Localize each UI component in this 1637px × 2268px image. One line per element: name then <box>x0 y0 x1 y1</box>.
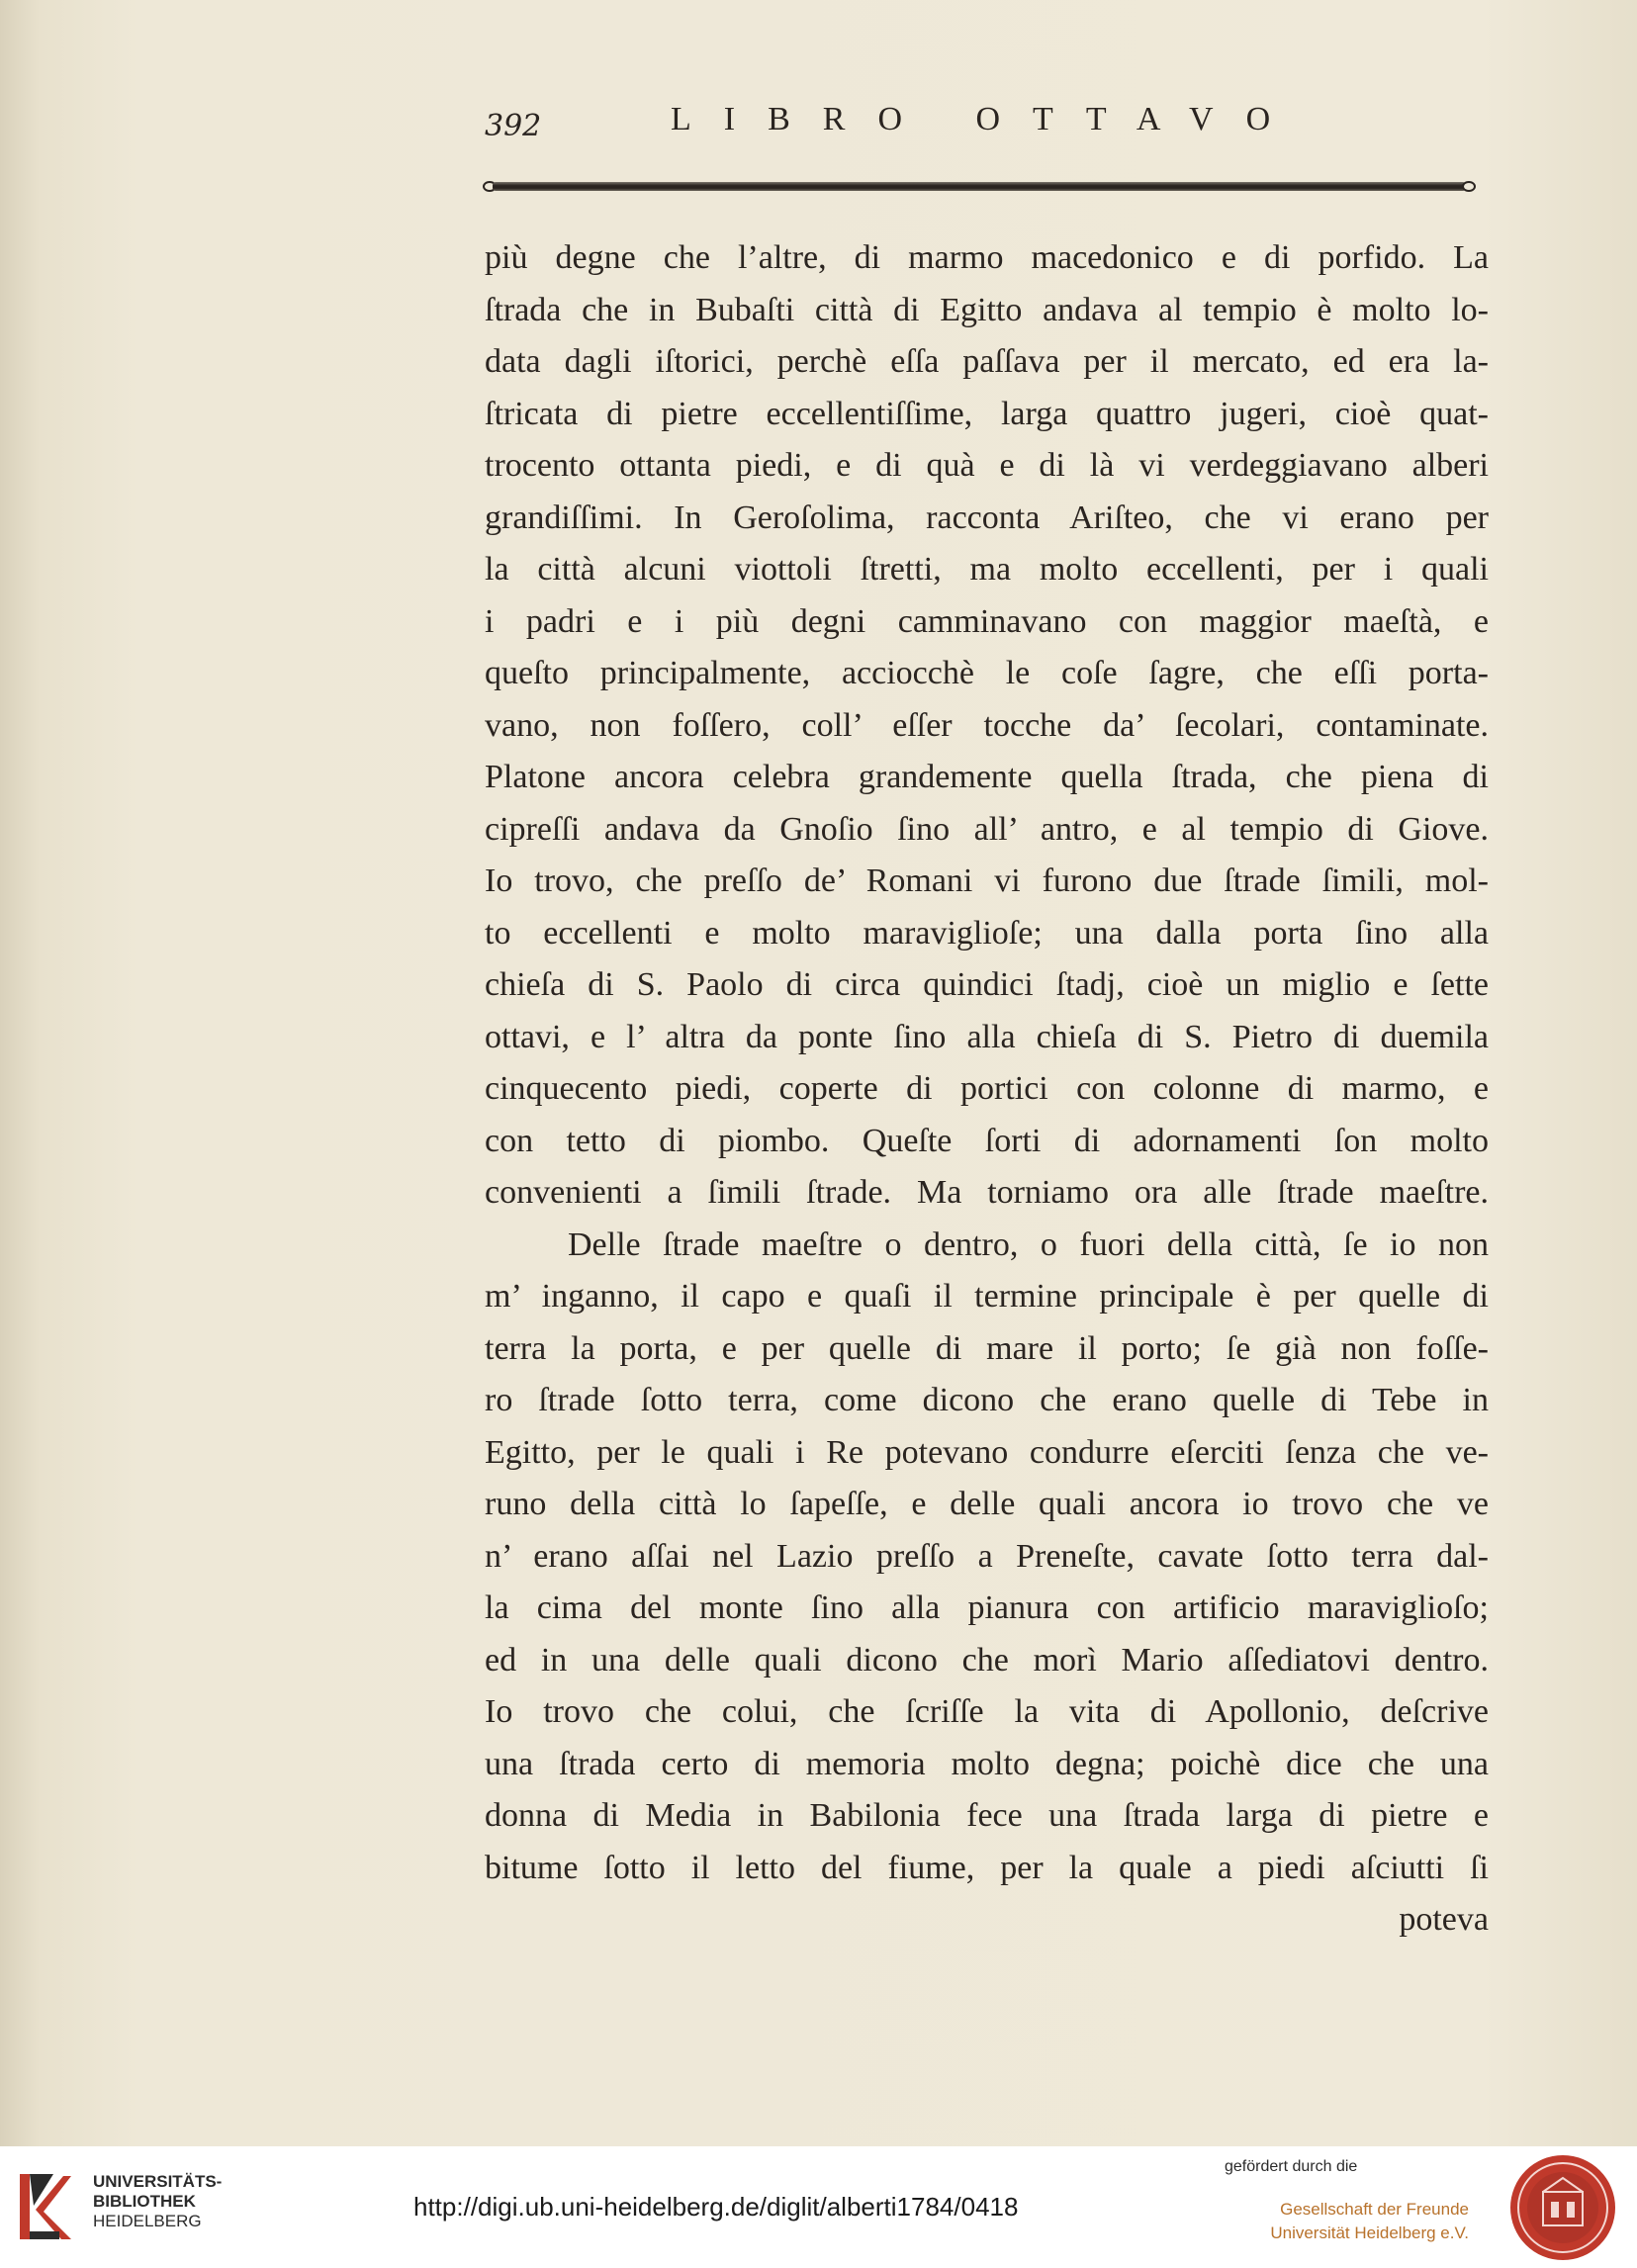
text-line: i padri e i più degni camminavano con maggior maeſtà, e <box>485 602 1489 640</box>
text-line: una ſtrada certo di memoria molto degna; poichè dice che una <box>485 1745 1489 1782</box>
text-line: Egitto, per le quali i Re potevano condurre eſerciti ſenza che ve- <box>485 1433 1489 1471</box>
text-line: cinquecento piedi, coperte di portici con colonne di marmo, e <box>485 1070 1489 1107</box>
text-line: Platone ancora celebra grandemente quella ſtrada, che piena di <box>485 759 1489 795</box>
text-line: con tetto di piombo. Queſte ſorti di adornamenti ſon molto <box>485 1122 1489 1159</box>
text-line: ro ſtrade ſotto terra, come dicono che erano quelle di Tebe in <box>485 1382 1489 1418</box>
text-line: ottavi, e l’ altra da ponte ſino alla chieſa di S. Pietro di duemila <box>485 1018 1489 1055</box>
page-number: 392 <box>485 109 542 143</box>
text-line: data dagli iſtorici, perchè eſſa paſſava per il mercato, ed era la- <box>485 343 1489 380</box>
library-name-line: UNIVERSITÄTS- <box>93 2172 223 2191</box>
text-line: donna di Media in Babilonia fece una ſtrada larga di pietre e <box>485 1797 1489 1834</box>
text-line: grandiſſimi. In Geroſolima, racconta Ariſteo, che vi erano per <box>485 499 1489 536</box>
text-line: la cima del monte ſino alla pianura con artificio maraviglioſo; <box>485 1589 1489 1626</box>
text-line: Io trovo che colui, che ſcriſſe la vita di Apollonio, deſcrive <box>485 1693 1489 1730</box>
university-seal-icon <box>1507 2152 1618 2263</box>
text-line: queſto principalmente, acciocchè le coſe ſagre, che eſſi porta- <box>485 655 1489 691</box>
rule-bar <box>493 182 1466 191</box>
text-line: cipreſſi andava da Gnoſio ſino all’ antro, e al tempio di Giove. <box>485 810 1489 848</box>
text-line: n’ erano aſſai nel Lazio preſſo a Preneſte, cavate ſotto terra dal- <box>485 1537 1489 1575</box>
footer-bar <box>0 2146 1637 2268</box>
text-line: ſtrada che in Bubaſti città di Egitto andava al tempio è molto lo- <box>485 291 1489 328</box>
body-text <box>485 232 1489 1947</box>
text-line: bitume ſotto il letto del fiume, per la quale a piedi aſciutti ſi <box>485 1849 1489 1886</box>
text-line: più degne che l’altre, di marmo macedonico e di porfido. La <box>485 239 1489 276</box>
text-line: ed in una delle quali dicono che morì Mario aſſediatovi dentro. <box>485 1641 1489 1678</box>
text-line: ſtricata di pietre eccellentiſſime, larga quattro jugeri, cioè quat- <box>485 395 1489 432</box>
library-logo-icon <box>14 2166 85 2247</box>
text-line: terra la porta, e per quelle di mare il porto; ſe già non foſſe- <box>485 1329 1489 1367</box>
text-line: m’ inganno, il capo e quaſi il termine principale è per quelle di <box>485 1278 1489 1315</box>
ornamental-rule <box>483 180 1476 194</box>
paragraph-start-line: Delle ſtrade maeſtre o dentro, o fuori della città, ſe io non <box>568 1225 1489 1263</box>
library-name-line: BIBLIOTHEK <box>93 2192 196 2211</box>
page-header <box>485 101 1484 148</box>
library-name <box>93 2172 222 2231</box>
sponsor-name <box>1270 2198 1469 2245</box>
text-line: Io trovo, che preſſo de’ Romani vi furono due ſtrade ſimili, mol- <box>485 862 1489 899</box>
text-line: vano, non foſſero, coll’ eſſer tocche da’ ſecolari, contaminate. <box>485 706 1489 744</box>
sponsor-name-line: Universität Heidelberg e.V. <box>1270 2223 1469 2242</box>
running-head: LIBRO OTTAVO <box>671 101 1304 137</box>
text-line: trocento ottanta piedi, e di quà e di là vi verdeggiavano alberi <box>485 447 1489 484</box>
catchword: poteva <box>1399 1901 1489 1938</box>
sponsor-label: gefördert durch die <box>1225 2158 1358 2175</box>
rule-right-end <box>1462 181 1476 192</box>
text-line: runo della città lo ſapeſſe, e delle quali ancora io trovo che ve <box>485 1486 1489 1522</box>
sponsor-name-line: Gesellschaft der Freunde <box>1280 2200 1469 2219</box>
text-line: chieſa di S. Paolo di circa quindici ſtadj, cioè un miglio e ſette <box>485 966 1489 1003</box>
permalink-url[interactable]: http://digi.ub.uni-heidelberg.de/diglit/alberti1784/0418 <box>413 2192 1019 2222</box>
text-line: convenienti a ſimili ſtrade. Ma torniamo ora alle ſtrade maeſtre. <box>485 1174 1489 1211</box>
text-line: la città alcuni viottoli ſtretti, ma molto eccellenti, per i quali <box>485 551 1489 588</box>
text-line: to eccellenti e molto maraviglioſe; una dalla porta ſino alla <box>485 914 1489 952</box>
library-name-line: HEIDELBERG <box>93 2212 202 2230</box>
